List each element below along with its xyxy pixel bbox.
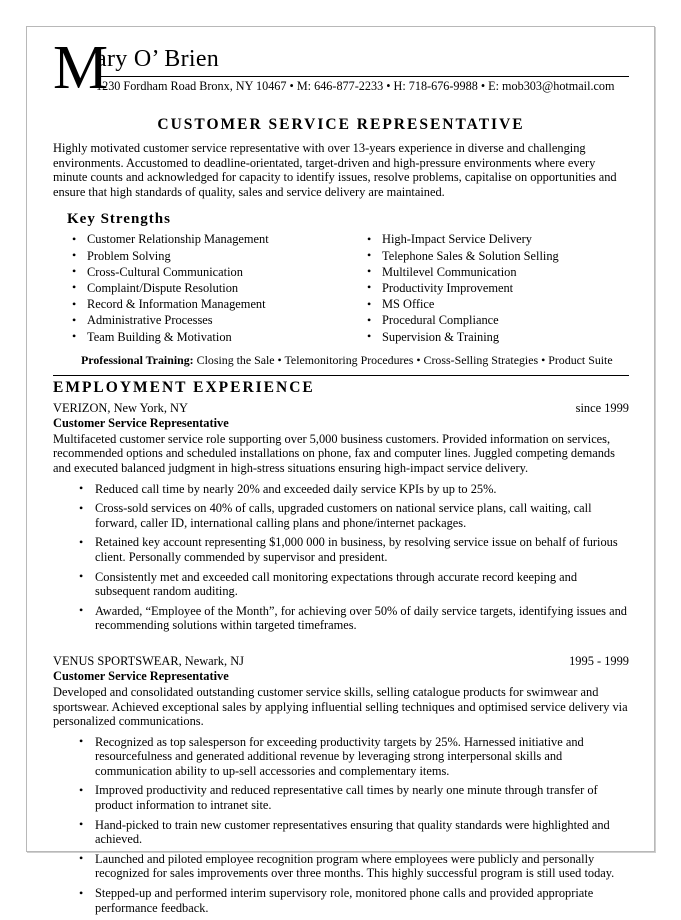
job-achievements-list — [53, 482, 629, 633]
key-strengths-left-column — [67, 231, 348, 344]
resume-content — [53, 34, 629, 920]
job-description: Developed and consolidated outstanding customer service skills, selling catalogue products for swimwear and sportswear. Achieved exceptional sales by applying influential selling techniques and optimised service delivery via personalized communications. — [53, 684, 628, 729]
contact-line: 1230 Fordham Road Bronx, NY 10467 • M: 646-877-2233 • H: 718-676-9988 • E: mob303@hotmail.com — [96, 79, 615, 93]
list-item: • Customer Relationship Management — [67, 231, 348, 247]
list-item: • Team Building & Motivation — [67, 329, 348, 345]
job-company: VERIZON, New York, NY — [53, 400, 188, 415]
key-strengths-columns — [53, 231, 629, 344]
list-item: • MS Office — [362, 296, 629, 312]
job-role: Customer Service Representative — [53, 415, 229, 430]
list-item: • Stepped-up and performed interim supervisory role, monitored phone calls and provided appropriate performance feedback. — [79, 886, 629, 915]
list-item: • Problem Solving — [67, 248, 348, 264]
header-divider — [96, 76, 629, 77]
job-description: Multifaceted customer service role supporting over 5,000 business customers. Provided information on services, recommended options and scheduled installations on phone, fax and computer lines. Juggled competing demands and executed balanced judgment in high-stress situations ensuring high-impact service delivery. — [53, 431, 615, 475]
professional-training-items: Closing the Sale • Telemonitoring Procedures • Cross-Selling Strategies • Product Suite — [196, 352, 613, 367]
list-item: • Supervision & Training — [362, 329, 629, 345]
key-strengths-left-list — [67, 231, 348, 344]
professional-training-line — [53, 353, 629, 368]
page-title: CUSTOMER SERVICE REPRESENTATIVE — [157, 116, 525, 133]
list-item: • Productivity Improvement — [362, 280, 629, 296]
list-item: • Recognized as top salesperson for exceeding productivity targets by 25%. Harnessed initiative and resourcefulness and generated additional revenue by leveraging strong interpersonal skills and communication ability to up-sell accessories and complementary items. — [79, 735, 629, 779]
job-spacer — [53, 638, 629, 654]
list-item: • Cross-sold services on 40% of calls, upgraded customers on national service plans, call waiting, call forward, caller ID, international calling plans and phone/internet packages. — [79, 501, 629, 530]
list-item: • Launched and piloted employee recognition program where employees were publicly and personally recognized for sales improvements over three months. This highly successful program is still used today. — [79, 852, 629, 881]
list-item: • High-Impact Service Delivery — [362, 231, 629, 247]
resume-header — [53, 34, 629, 109]
job-achievements-list — [53, 735, 629, 916]
list-item: • Reduced call time by nearly 20% and exceeded daily service KPIs by up to 25%. — [79, 482, 629, 497]
candidate-name: ary O’ Brien — [96, 46, 220, 72]
list-item: • Consistently met and exceeded call monitoring expectations through accurate record keeping and subsequent random auditing. — [79, 570, 629, 599]
job-company: VENUS SPORTSWEAR, Newark, NJ — [53, 653, 244, 668]
list-item: • Improved productivity and reduced representative call times by nearly one minute through transfer of product information to intranet site. — [79, 783, 629, 812]
job-dates: 1995 - 1999 — [569, 653, 629, 668]
list-item: • Hand-picked to train new customer representatives ensuring that quality standards were highlighted and achieved. — [79, 818, 629, 847]
professional-training-label: Professional Training: — [81, 352, 194, 367]
list-item: • Multilevel Communication — [362, 264, 629, 280]
job-role: Customer Service Representative — [53, 668, 229, 683]
key-strengths-right-column — [348, 231, 629, 344]
job-header — [53, 654, 629, 669]
job-dates: since 1999 — [575, 400, 629, 415]
professional-summary: Highly motivated customer service representative with over 13-years experience in diverse and challenging environments. Accustomed to deadline-orientated, target-driven and high-pressure environments where every minute counts and acknowledged for capacity to identify issues, resolve problems, capitalise on opportunities and ensure that high standards of quality, sales and service delivery are maintained. — [53, 141, 617, 199]
list-item: • Awarded, “Employee of the Month”, for achieving over 50% of daily service targets, identifying issues and recommending solutions within targeted timeframes. — [79, 604, 629, 633]
list-item: • Retained key account representing $1,000 000 in business, by resolving service issue on behalf of furious client. Personally commended by supervisor and president. — [79, 535, 629, 564]
list-item: • Administrative Processes — [67, 312, 348, 328]
key-strengths-heading: Key Strengths — [67, 211, 171, 228]
key-strengths-right-list — [362, 231, 629, 344]
list-item: • Telephone Sales & Solution Selling — [362, 248, 629, 264]
list-item: • Complaint/Dispute Resolution — [67, 280, 348, 296]
list-item: • Cross-Cultural Communication — [67, 264, 348, 280]
resume-page — [26, 26, 655, 915]
job-entry — [53, 654, 629, 915]
employment-divider — [53, 375, 629, 376]
job-header — [53, 401, 629, 416]
list-item: • Procedural Compliance — [362, 312, 629, 328]
name-dropcap: M — [53, 34, 108, 102]
employment-experience-heading: EMPLOYMENT EXPERIENCE — [53, 378, 315, 396]
job-entry — [53, 401, 629, 633]
list-item: • Record & Information Management — [67, 296, 348, 312]
